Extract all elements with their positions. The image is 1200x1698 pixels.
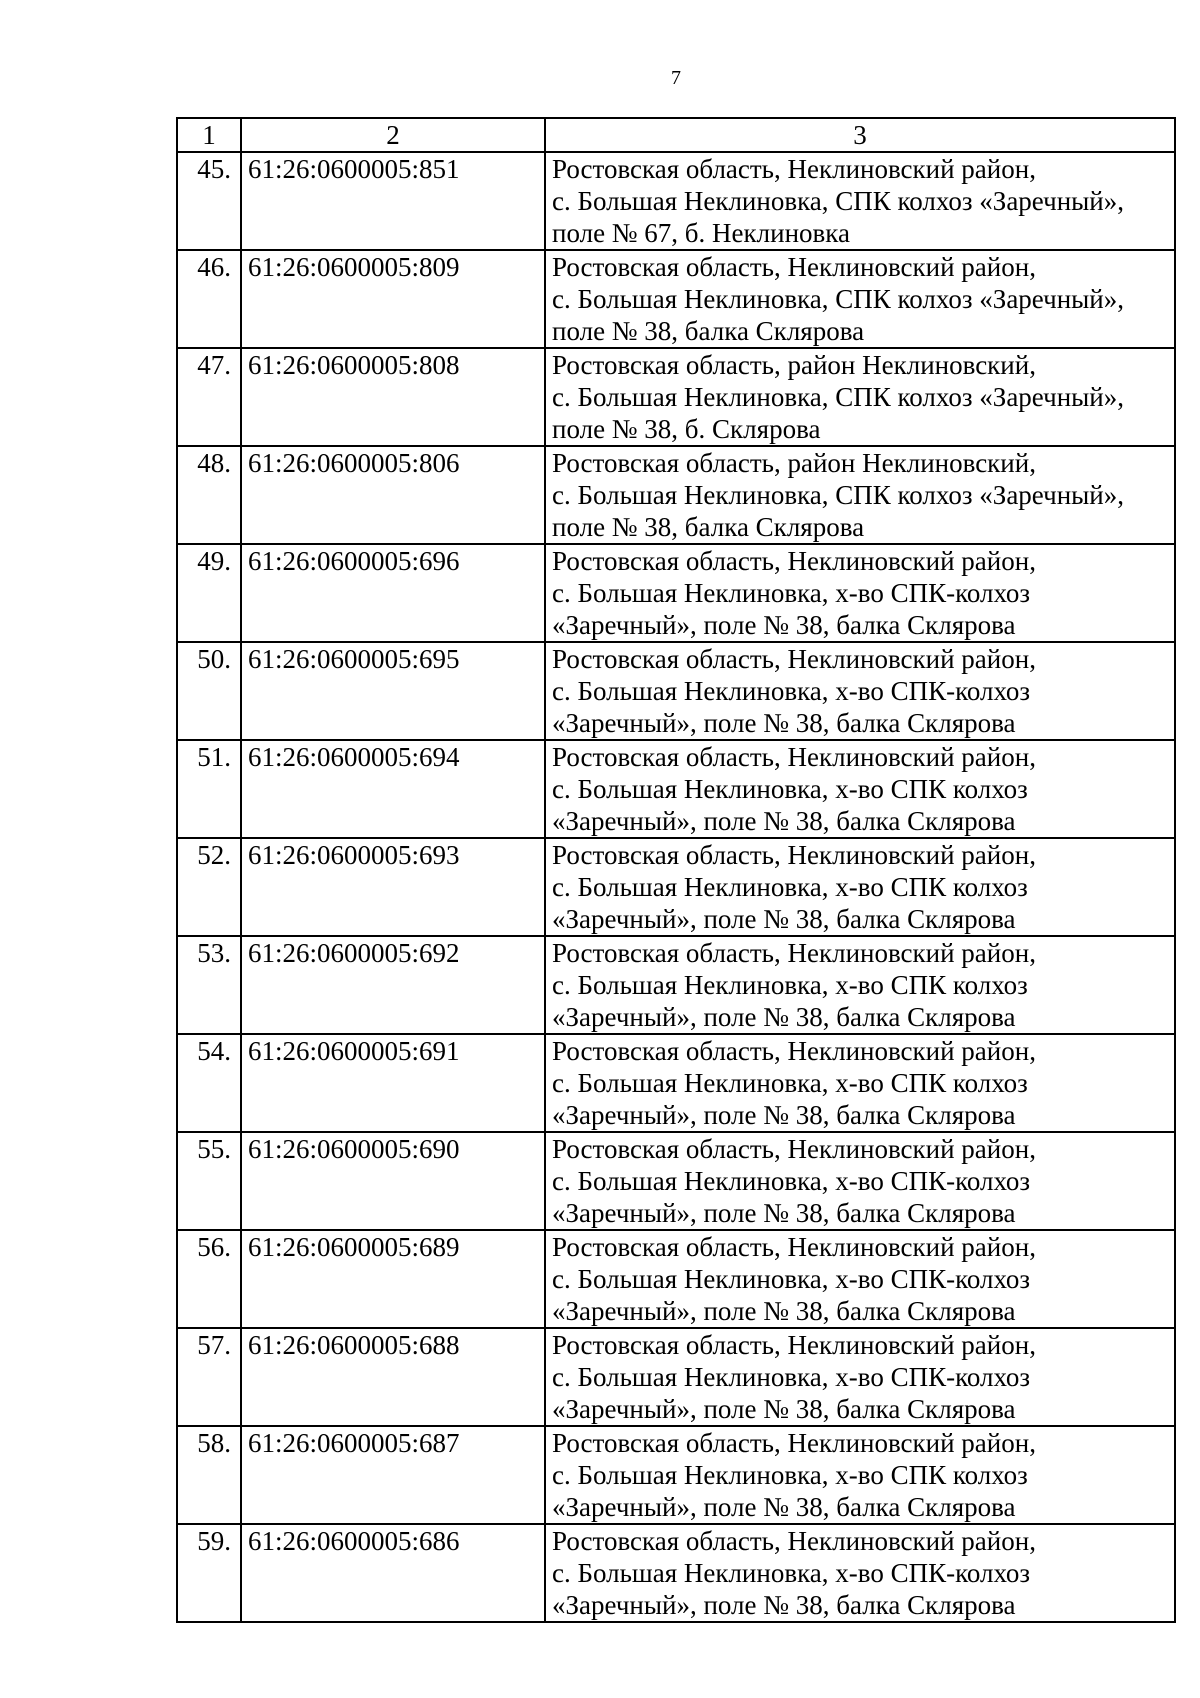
column-header-1: 1 — [177, 118, 241, 152]
cadastral-number: 61:26:0600005:687 — [241, 1426, 545, 1524]
address: Ростовская область, Неклиновский район, с. Большая Неклиновка, х-во СПК колхоз «Заречный», поле № 38, балка Склярова — [545, 1034, 1175, 1132]
table-row — [177, 544, 1175, 642]
table-row — [177, 838, 1175, 936]
row-number: 46. — [177, 250, 241, 348]
cadastral-number: 61:26:0600005:806 — [241, 446, 545, 544]
table-row — [177, 1524, 1175, 1622]
address: Ростовская область, Неклиновский район, с. Большая Неклиновка, х-во СПК колхоз «Заречный», поле № 38, балка Склярова — [545, 838, 1175, 936]
cadastral-number: 61:26:0600005:694 — [241, 740, 545, 838]
address: Ростовская область, Неклиновский район, с. Большая Неклиновка, х-во СПК-колхоз «Заречный», поле № 38, балка Склярова — [545, 1132, 1175, 1230]
cadastral-number: 61:26:0600005:691 — [241, 1034, 545, 1132]
row-number: 55. — [177, 1132, 241, 1230]
table-row — [177, 1034, 1175, 1132]
column-header-2: 2 — [241, 118, 545, 152]
cadastral-number: 61:26:0600005:809 — [241, 250, 545, 348]
row-number: 57. — [177, 1328, 241, 1426]
row-number: 47. — [177, 348, 241, 446]
cadastral-number: 61:26:0600005:808 — [241, 348, 545, 446]
cadastral-number: 61:26:0600005:693 — [241, 838, 545, 936]
table-row — [177, 152, 1175, 250]
address: Ростовская область, Неклиновский район, с. Большая Неклиновка, х-во СПК-колхоз «Заречный», поле № 38, балка Склярова — [545, 1328, 1175, 1426]
address: Ростовская область, район Неклиновский, с. Большая Неклиновка, СПК колхоз «Заречный», поле № 38, балка Склярова — [545, 446, 1175, 544]
land-plots-table — [176, 117, 1176, 1623]
table-row — [177, 740, 1175, 838]
cadastral-number: 61:26:0600005:695 — [241, 642, 545, 740]
address: Ростовская область, Неклиновский район, с. Большая Неклиновка, СПК колхоз «Заречный», поле № 67, б. Неклиновка — [545, 152, 1175, 250]
row-number: 45. — [177, 152, 241, 250]
column-header-3: 3 — [545, 118, 1175, 152]
address: Ростовская область, Неклиновский район, с. Большая Неклиновка, х-во СПК-колхоз «Заречный», поле № 38, балка Склярова — [545, 544, 1175, 642]
cadastral-number: 61:26:0600005:689 — [241, 1230, 545, 1328]
address: Ростовская область, Неклиновский район, с. Большая Неклиновка, х-во СПК-колхоз «Заречный», поле № 38, балка Склярова — [545, 1524, 1175, 1622]
table-row — [177, 1328, 1175, 1426]
row-number: 54. — [177, 1034, 241, 1132]
table-row — [177, 1230, 1175, 1328]
cadastral-number: 61:26:0600005:688 — [241, 1328, 545, 1426]
table-row — [177, 446, 1175, 544]
address: Ростовская область, Неклиновский район, с. Большая Неклиновка, х-во СПК колхоз «Заречный», поле № 38, балка Склярова — [545, 740, 1175, 838]
table-header-row — [177, 118, 1175, 152]
row-number: 59. — [177, 1524, 241, 1622]
cadastral-number: 61:26:0600005:692 — [241, 936, 545, 1034]
table-row — [177, 642, 1175, 740]
row-number: 53. — [177, 936, 241, 1034]
address: Ростовская область, Неклиновский район, с. Большая Неклиновка, х-во СПК-колхоз «Заречный», поле № 38, балка Склярова — [545, 642, 1175, 740]
row-number: 48. — [177, 446, 241, 544]
address: Ростовская область, район Неклиновский, с. Большая Неклиновка, СПК колхоз «Заречный», поле № 38, б. Склярова — [545, 348, 1175, 446]
table-row — [177, 250, 1175, 348]
row-number: 49. — [177, 544, 241, 642]
row-number: 58. — [177, 1426, 241, 1524]
table-row — [177, 1132, 1175, 1230]
cadastral-number: 61:26:0600005:686 — [241, 1524, 545, 1622]
page-number: 7 — [671, 67, 681, 89]
address: Ростовская область, Неклиновский район, с. Большая Неклиновка, СПК колхоз «Заречный», поле № 38, балка Склярова — [545, 250, 1175, 348]
address: Ростовская область, Неклиновский район, с. Большая Неклиновка, х-во СПК колхоз «Заречный», поле № 38, балка Склярова — [545, 936, 1175, 1034]
row-number: 56. — [177, 1230, 241, 1328]
address: Ростовская область, Неклиновский район, с. Большая Неклиновка, х-во СПК колхоз «Заречный», поле № 38, балка Склярова — [545, 1426, 1175, 1524]
row-number: 51. — [177, 740, 241, 838]
row-number: 50. — [177, 642, 241, 740]
row-number: 52. — [177, 838, 241, 936]
table-body — [177, 118, 1175, 1622]
cadastral-number: 61:26:0600005:690 — [241, 1132, 545, 1230]
cadastral-number: 61:26:0600005:851 — [241, 152, 545, 250]
address: Ростовская область, Неклиновский район, с. Большая Неклиновка, х-во СПК-колхоз «Заречный», поле № 38, балка Склярова — [545, 1230, 1175, 1328]
table-row — [177, 1426, 1175, 1524]
table-row — [177, 936, 1175, 1034]
cadastral-number: 61:26:0600005:696 — [241, 544, 545, 642]
table-row — [177, 348, 1175, 446]
